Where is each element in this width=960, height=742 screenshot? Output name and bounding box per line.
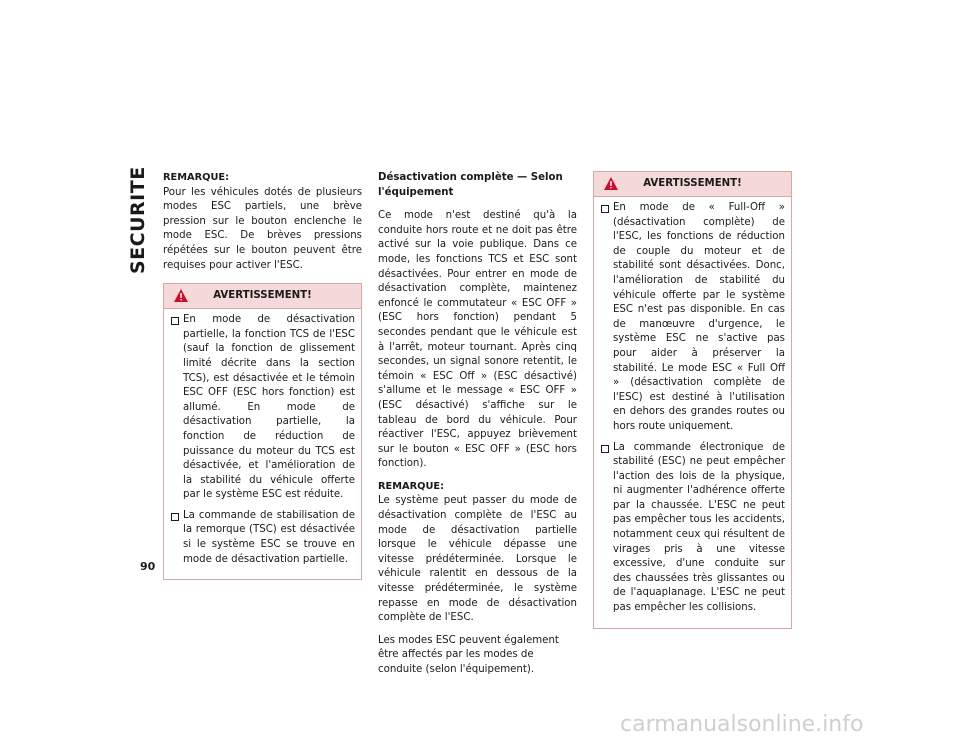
note-label: REMARQUE: (378, 480, 445, 492)
section-title: SECURITE (127, 166, 149, 274)
warning-title: AVERTISSEMENT! (213, 290, 312, 302)
warning-item-text: La commande électronique de stabilité (ESC) ne peut empêcher l'action des lois de la physique, ni augmenter l'adhérence offerte par la chaussée. L'ESC ne peut pas empêcher tous les accidents, notamment ceux qui résultent de virages pris à une vitesse excessive, d'une conduite sur des chaussées très glissantes ou de l'aquaplanage. L'ESC ne peut pas empêcher les collisions. (613, 441, 785, 614)
note-label: REMARQUE: (163, 172, 230, 183)
warning-header (594, 172, 791, 197)
watermark: carmanualsonline.info (620, 712, 864, 737)
warning-header (164, 284, 361, 309)
square-bullet-icon (171, 317, 179, 325)
warning-box (163, 283, 362, 580)
column-3 (593, 171, 792, 629)
square-bullet-icon (601, 445, 609, 453)
square-bullet-icon (171, 513, 179, 521)
warning-title: AVERTISSEMENT! (643, 178, 742, 189)
warning-item-text: En mode de désactivation partielle, la fonction TCS de l'ESC (sauf la fonction de glissement limité décrite dans la section TCS), est désactivée et le témoin ESC OFF (ESC hors fonction) est allumé. En mode de désactivation partielle, la fonction de réduction de puissance du moteur du TCS est désactivée, et l'amélioration de la stabilité du véhicule offerte par le système ESC est réduite. (183, 314, 355, 501)
warning-triangle-icon (604, 177, 618, 190)
warning-box (593, 171, 792, 629)
column-2 (378, 171, 577, 686)
warning-body (594, 197, 791, 628)
square-bullet-icon (601, 205, 609, 213)
warning-item (170, 509, 355, 567)
section-heading: Désactivation complète — Selon l'équipement (378, 172, 563, 198)
warning-item-text: En mode de « Full-Off » (désactivation complète) de l'ESC, les fonctions de réduction de couple du moteur et de stabilité sont désactivées. Donc, l'amélioration de stabilité du véhicule offerte par le système ESC n'est pas disponible. En cas de manœuvre d'urgence, le système ESC ne s'active pas pour aider à préserver la stabilité. Le mode ESC « Full Off » (désactivation complète de l'ESC) est destiné à l'utilisation en dehors des grandes routes ou hors route uniquement. (613, 202, 785, 432)
warning-triangle-icon (174, 289, 188, 302)
warning-item-text: La commande de stabilisation de la remorque (TSC) est désactivée si le système ESC se trouve en mode de désactivation partielle. (183, 509, 355, 565)
body-paragraph: Ce mode n'est destiné qu'à la conduite hors route et ne doit pas être activé sur la voie publique. Dans ce mode, les fonctions TCS et ESC sont désactivées. Pour entrer en mode de désactivation complète, maintenez enfoncé le commutateur « ESC OFF » (ESC hors fonction) pendant 5 secondes pendant que le véhicule est à l'arrêt, moteur tournant. Après cinq secondes, un signal sonore retentit, le témoin « ESC Off » (ESC désactivé) s'allume et le message « ESC OFF » (ESC désactivé) s'affiche sur le tableau de bord du véhicule. Pour réactiver l'ESC, appuyez brièvement sur le bouton « ESC OFF » (ESC hors fonction). (378, 210, 577, 470)
note-text: Le système peut passer du mode de désactivation complète de l'ESC au mode de désactivation partielle lorsque le véhicule dépasse une vitesse prédéterminée. Lorsque le véhicule ralentit en dessous de la vitesse prédéterminée, le système repasse en mode de désactivation complète de l'ESC. (378, 495, 577, 624)
warning-item (600, 441, 785, 616)
page-number: 90 (140, 560, 156, 573)
body-paragraph: Les modes ESC peuvent également être affectés par les modes de conduite (selon l'équipement). (378, 634, 559, 675)
warning-item (600, 201, 785, 435)
column-1 (163, 171, 362, 580)
warning-body (164, 309, 361, 579)
warning-item (170, 313, 355, 503)
note-text: Pour les véhicules dotés de plusieurs modes ESC partiels, une brève pression sur le bouton enclenche le mode ESC. De brèves pressions répétées sur le bouton peuvent être requises pour activer l'ESC. (163, 186, 362, 271)
